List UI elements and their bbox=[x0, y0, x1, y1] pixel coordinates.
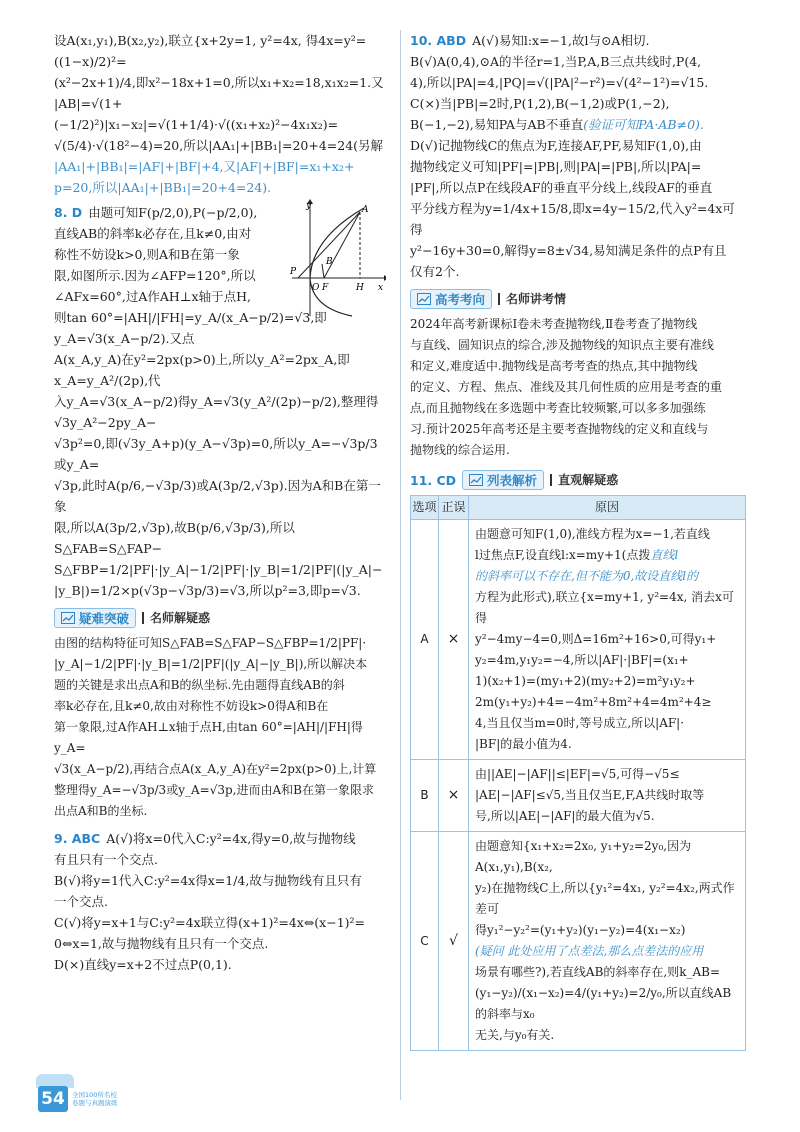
figure-label-o: O bbox=[312, 283, 320, 293]
text-line: 1)(x₂+1)=(my₁+2)(my₂+2)=m²y₁y₂+ bbox=[475, 674, 696, 688]
text-line: ∠AFx=60°,过A作AH⊥x轴于点H, bbox=[54, 289, 251, 304]
figure-label-a: A bbox=[362, 205, 369, 215]
section-subtitle: 名师解疑惑 bbox=[150, 610, 211, 625]
text-line: 限,所以A(3p/2,√3p),故B(p/6,√3p/3),所以S△FAB=S△FAP− bbox=[54, 520, 295, 556]
question-number: 11. CD bbox=[410, 472, 457, 488]
right-column bbox=[410, 30, 746, 1051]
divider-bar bbox=[498, 293, 500, 305]
text-line: A(x_A,y_A)在y²=2px(p>0)上,所以y_A²=2px_A,即x_A=y_A²/(2p),代 bbox=[54, 352, 350, 388]
option-cell: A bbox=[411, 520, 439, 760]
question-number: 9. ABC bbox=[54, 831, 101, 846]
difficulty-section bbox=[54, 607, 390, 822]
question-number: 10. ABD bbox=[410, 33, 467, 48]
text-line: D(√)记抛物线C的焦点为F,连接AF,PF,易知F(1,0),由 bbox=[410, 138, 702, 153]
text-line: 由题可知F(p/2,0),P(−p/2,0), bbox=[88, 205, 258, 220]
figure-label-f: F bbox=[322, 283, 329, 293]
section-header bbox=[54, 607, 390, 629]
text-line: 得y₁²−y₂²=(y₁+y₂)(y₁−y₂)=4(x₁−x₂) bbox=[475, 923, 686, 937]
reason-cell bbox=[469, 520, 746, 760]
x-axis-arrow bbox=[384, 275, 386, 281]
question-note: (疑问 此处应用了点差法,那么点差法的应用 bbox=[475, 944, 704, 958]
text-line: √(5/4)·√(18²−4)=20,所以|AA₁|+|BB₁|=20+4=24(另解 bbox=[54, 138, 384, 153]
text-line: l过焦点F,设直线l:x=my+1(点拨 bbox=[475, 548, 651, 562]
parabola-curve bbox=[310, 208, 364, 316]
text-line: (y₁−y₂)/(x₁−x₂)=4/(y₁+y₂)=2/y₀,所以直线AB的斜率与x₀ bbox=[475, 986, 732, 1021]
page-number: 54 bbox=[38, 1086, 68, 1112]
left-column bbox=[54, 30, 390, 975]
alt-solution-line: |AA₁|+|BB₁|=|AF|+|BF|+4,又|AF|+|BF|=x₁+x₂+ bbox=[54, 159, 355, 174]
text-line: 无关,与y₀有关. bbox=[475, 1028, 555, 1042]
option-cell: B bbox=[411, 760, 439, 832]
text-line: |y_B|)=1/2×p(√3p−√3p/3)=√3,所以p²=3,即p=√3. bbox=[54, 583, 361, 598]
text-line: 一个交点. bbox=[54, 894, 108, 909]
text-line: 由题意可知F(1,0),准线方程为x=−1,若直线 bbox=[475, 527, 710, 541]
text-line: 有且只有一个交点. bbox=[54, 852, 158, 867]
figure-label-y: y bbox=[306, 201, 312, 211]
table-row bbox=[411, 520, 746, 760]
text-line: 题的关键是求出点A和B的纵坐标.先由题得直线AB的斜 bbox=[54, 678, 345, 692]
text-line: 出点A和B的坐标. bbox=[54, 804, 148, 818]
question-10 bbox=[410, 30, 746, 282]
section-badge bbox=[54, 608, 136, 628]
text-line: 方程为此形式),联立{x=my+1, y²=4x, 消去x可得 bbox=[475, 590, 734, 625]
figure-label-h: H bbox=[356, 283, 364, 293]
section-subtitle: 名师讲考情 bbox=[506, 291, 567, 306]
text-line: 仅有2个. bbox=[410, 264, 460, 279]
verification-note: (验证可知PA·AB≠0). bbox=[583, 117, 704, 132]
figure-label-x: x bbox=[378, 283, 384, 293]
text-line: 和定义,难度适中.抛物线是高考考查的热点,其中抛物线 bbox=[410, 359, 698, 373]
text-line: 场景有哪些?),若直线AB的斜率存在,则k_AB= bbox=[475, 965, 721, 979]
section-badge bbox=[410, 289, 492, 309]
text-line: B(√)A(0,4),⊙A的半径r=1,当P,A,B三点共线时,P(4, bbox=[410, 54, 702, 69]
text-line: 由||AE|−|AF||≤|EF|=√5,可得−√5≤ bbox=[475, 767, 680, 781]
text-line: 则tan 60°=|AH|/|FH|=y_A/(x_A−p/2)=√3,即y_A=√3(x_A−p/2).又点 bbox=[54, 310, 327, 346]
exam-trend-section bbox=[410, 288, 746, 461]
text-line: 平分线方程为y=1/4x+15/8,即x=4y−15/2,代入y²=4x可得 bbox=[410, 201, 735, 237]
text-line: 抛物线的综合运用. bbox=[410, 443, 510, 457]
question-number: 8. D bbox=[54, 205, 83, 220]
judgement-cell: × bbox=[439, 520, 469, 760]
table-row bbox=[411, 832, 746, 1051]
text-line: |AB|=√(1+(−1/2)²)|x₁−x₂|=√(1+1/4)·√((x₁+x₂)²−4x₁x₂)= bbox=[54, 96, 339, 132]
alt-solution-line: p=20,所以|AA₁|+|BB₁|=20+4=24). bbox=[54, 180, 272, 195]
section-badge-label: 高考考向 bbox=[435, 291, 486, 307]
figure-label-p: P bbox=[290, 267, 297, 277]
text-line: y²−16y+30=0,解得y=8±√34,易知满足条件的点P有且 bbox=[410, 243, 727, 258]
table-row bbox=[411, 760, 746, 832]
column-divider bbox=[400, 30, 401, 1100]
section-header bbox=[410, 469, 746, 491]
question-9 bbox=[54, 828, 390, 975]
text-line: 率k必存在,且k≠0,故由对称性不妨设k>0得A和B在 bbox=[54, 699, 329, 713]
section-badge bbox=[462, 470, 544, 490]
divider-bar bbox=[550, 474, 552, 486]
text-line: |AE|−|AF|≤√5,当且仅当E,F,A共线时取等 bbox=[475, 788, 705, 802]
text-line: 的定义、方程、焦点、准线及其几何性质的应用是考查的重 bbox=[410, 380, 723, 394]
page-footer bbox=[38, 1086, 132, 1112]
question-11 bbox=[410, 469, 746, 1051]
text-line: √3p²=0,即(√3y_A+p)(y_A−√3p)=0,所以y_A=−√3p/3或y_A= bbox=[54, 436, 378, 472]
text-line: |y_A|−1/2|PF|·|y_B|=1/2|PF|(|y_A|−|y_B|),所以解决本 bbox=[54, 657, 368, 671]
text-line: 由图的结构特征可知S△FAB=S△FAP−S△FBP=1/2|PF|· bbox=[54, 636, 367, 650]
divider-bar bbox=[142, 612, 144, 624]
text-line: 点,而且抛物线在多选题中考查比较频繁,可以多多加强练 bbox=[410, 401, 706, 415]
text-line: 整理得y_A=−√3p/3或y_A=√3p,进而由A和B在第一象限求 bbox=[54, 783, 374, 797]
brand-line: 全国100所名校 bbox=[72, 1091, 117, 1099]
hint-line: 的斜率可以不存在,但不能为0,故设直线l的 bbox=[475, 569, 699, 583]
text-line: 入y_A=√3(x_A−p/2)得y_A=√3(y_A²/(2p)−p/2),整理得√3y_A²−2py_A− bbox=[54, 394, 379, 430]
text-line: 设A(x₁,y₁),B(x₂,y₂),联立{x+2y=1, y²=4x, 得4x=y²=((1−x)/2)²= bbox=[54, 33, 367, 69]
question-8 bbox=[54, 202, 390, 601]
reason-cell bbox=[469, 760, 746, 832]
text-line: (x²−2x+1)/4,即x²−18x+1=0,所以x₁+x₂=18,x₁x₂=1.又 bbox=[54, 75, 384, 90]
text-line: |PF|,所以点P在线段AF的垂直平分线上,线段AF的垂直 bbox=[410, 180, 713, 195]
text-line: 4,当且仅当m=0时,等号成立,所以|AF|· bbox=[475, 716, 685, 730]
analysis-table bbox=[410, 495, 746, 1051]
text-line: C(×)当|PB|=2时,P(1,2),B(−1,2)或P(1,−2), bbox=[410, 96, 670, 111]
text-line: y₂)在抛物线C上,所以{y₁²=4x₁, y₂²=4x₂,两式作差可 bbox=[475, 881, 735, 916]
text-line: 号,所以|AE|−|AF|的最大值为√5. bbox=[475, 809, 655, 823]
text-line: A(√)将x=0代入C:y²=4x,得y=0,故与抛物线 bbox=[106, 831, 356, 846]
text-line: 第一象限,过A作AH⊥x轴于点H,由tan 60°=|AH|/|FH|得y_A= bbox=[54, 720, 363, 755]
section-subtitle: 直观解疑惑 bbox=[558, 472, 619, 487]
text-line: 2024年高考新课标Ⅰ卷未考查抛物线,Ⅱ卷考查了抛物线 bbox=[410, 317, 698, 331]
figure-label-b: B bbox=[326, 257, 333, 267]
text-line: y²−4my−4=0,则Δ=16m²+16>0,可得y₁+ bbox=[475, 632, 717, 646]
trend-icon bbox=[417, 293, 431, 305]
text-line: 由题意知{x₁+x₂=2x₀, y₁+y₂=2y₀,因为A(x₁,y₁),B(x₂, bbox=[475, 839, 692, 874]
text-line: 0⇔x=1,故与抛物线有且只有一个交点. bbox=[54, 936, 269, 951]
text-line: B(√)将y=1代入C:y²=4x得x=1/4,故与抛物线有且只有 bbox=[54, 873, 362, 888]
trend-icon bbox=[469, 474, 483, 486]
trend-icon bbox=[61, 612, 75, 624]
section-badge-label: 列表解析 bbox=[487, 472, 538, 488]
text-line: 称性不妨设k>0,则A和B在第一象 bbox=[54, 247, 240, 262]
section-header bbox=[410, 288, 746, 310]
text-line: 4),所以|PA|=4,|PQ|=√(|PA|²−r²)=√(4²−1²)=√15. bbox=[410, 75, 709, 90]
text-line: B(−1,−2),易知PA与AB不垂直 bbox=[410, 117, 584, 132]
table-header-reason: 原因 bbox=[469, 496, 746, 520]
text-line: A(√)易知l:x=−1,故l与⊙A相切. bbox=[472, 33, 650, 48]
text-line: y₂=4m,y₁y₂=−4,所以|AF|·|BF|=(x₁+ bbox=[475, 653, 689, 667]
text-line: 与直线、圆知识点的综合,涉及抛物线的知识点主要有准线 bbox=[410, 338, 714, 352]
text-line: D(×)直线y=x+2不过点P(0,1). bbox=[54, 957, 232, 972]
text-line: S△FBP=1/2|PF|·|y_A|−1/2|PF|·|y_B|=1/2|PF|(|y_A|− bbox=[54, 562, 383, 577]
text-line: 抛物线定义可知|PF|=|PB|,则|PA|=|PB|,所以|PA|= bbox=[410, 159, 702, 174]
table-header-option: 选项 bbox=[411, 496, 439, 520]
text-line: 限,如图所示.因为∠AFP=120°,所以 bbox=[54, 268, 256, 283]
option-cell: C bbox=[411, 832, 439, 1051]
judgement-cell: √ bbox=[439, 832, 469, 1051]
brand-text bbox=[72, 1091, 132, 1107]
judgement-cell: × bbox=[439, 760, 469, 832]
text-line: √3(x_A−p/2),再结合点A(x_A,y_A)在y²=2px(p>0)上,计算 bbox=[54, 762, 377, 776]
text-line: 直线AB的斜率k必存在,且k≠0,由对 bbox=[54, 226, 252, 241]
table-header-row bbox=[411, 496, 746, 520]
table-header-judgement: 正误 bbox=[439, 496, 469, 520]
hint-note: 直线l bbox=[650, 548, 679, 562]
parabola-figure bbox=[290, 198, 386, 318]
text-line: √3p,此时A(p/6,−√3p/3)或A(3p/2,√3p).因为A和B在第一象 bbox=[54, 478, 381, 514]
section-badge-label: 疑难突破 bbox=[79, 610, 130, 626]
brand-line: 卷题与真题演练 bbox=[72, 1099, 118, 1107]
text-line: 2m(y₁+y₂)+4=−4m²+8m²+4=4m²+4≥ bbox=[475, 695, 712, 709]
reason-cell bbox=[469, 832, 746, 1051]
line-fb bbox=[322, 264, 324, 278]
text-line: 习.预计2025年高考还是主要考查抛物线的定义和直线与 bbox=[410, 422, 709, 436]
text-line: C(√)将y=x+1与C:y²=4x联立得(x+1)²=4x⇔(x−1)²= bbox=[54, 915, 366, 930]
text-line: |BF|的最小值为4. bbox=[475, 737, 572, 751]
